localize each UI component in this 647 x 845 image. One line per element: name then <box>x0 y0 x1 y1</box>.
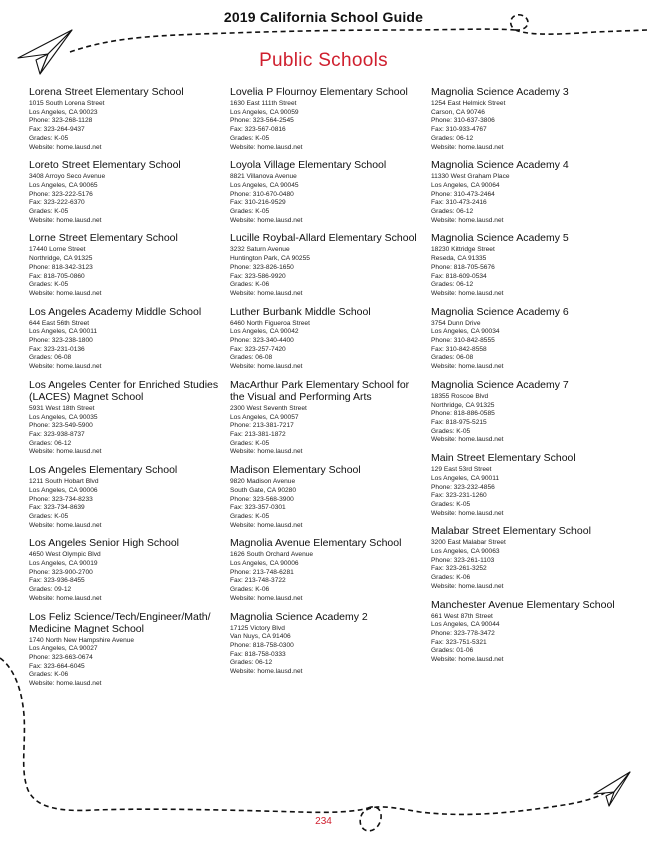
school-grades: Grades: 06-12 <box>431 208 474 216</box>
school-entry <box>29 537 225 603</box>
school-city: Los Angeles, CA 90011 <box>431 474 500 482</box>
school-entry <box>230 159 426 225</box>
school-city: Los Angeles, CA 90027 <box>29 645 98 653</box>
school-grades: Grades: 06-12 <box>431 281 474 289</box>
school-entry <box>431 159 627 225</box>
school-city: Los Angeles, CA 90044 <box>431 621 500 629</box>
school-city: Los Angeles, CA 90063 <box>431 548 500 556</box>
school-grades: Grades: 06-12 <box>29 439 72 447</box>
school-phone: Phone: 323-340-4400 <box>230 337 294 345</box>
school-address: 1015 South Lorena Street <box>29 100 105 107</box>
school-address: 18355 Roscoe Blvd <box>431 392 489 400</box>
page-number: 234 <box>315 816 332 827</box>
school-address: 18230 Kittridge Street <box>431 246 495 254</box>
school-phone: Phone: 323-734-8233 <box>29 495 93 503</box>
school-city: Northridge, CA 91325 <box>431 401 495 409</box>
school-name: Los Angeles Academy Middle School <box>29 305 202 318</box>
school-website[interactable]: Website: home.lausd.net <box>230 521 303 529</box>
school-fax: Fax: 310-216-9529 <box>230 199 286 207</box>
school-grades: Grades: K-05 <box>29 281 69 289</box>
school-entry <box>29 159 225 225</box>
school-name: Los Angeles Elementary School <box>29 464 178 477</box>
school-grades: Grades: K-05 <box>230 439 270 447</box>
column-3 <box>431 86 627 672</box>
school-city: Carson, CA 90746 <box>431 108 485 116</box>
school-entry <box>431 452 627 518</box>
school-address: 1254 East Helmick Street <box>431 100 506 107</box>
school-city: Los Angeles, CA 90065 <box>29 181 98 189</box>
school-name: Magnolia Science Academy 3 <box>431 86 569 98</box>
school-grades: Grades: K-06 <box>431 574 471 582</box>
school-website[interactable]: Website: home.lausd.net <box>431 289 504 297</box>
school-fax: Fax: 323-257-7420 <box>230 345 286 353</box>
school-entry <box>29 464 225 530</box>
school-city: Los Angeles, CA 90006 <box>230 560 299 568</box>
school-phone: Phone: 818-886-0585 <box>431 410 495 418</box>
school-entry <box>230 464 426 530</box>
school-grades: Grades: K-05 <box>431 500 471 508</box>
school-website[interactable]: Website: home.lausd.net <box>29 594 102 602</box>
school-phone: Phone: 213-748-6281 <box>230 568 294 576</box>
school-fax: Fax: 818-609-0534 <box>431 272 487 280</box>
school-website[interactable]: Website: home.lausd.net <box>29 448 102 456</box>
school-entry <box>230 379 426 457</box>
school-website[interactable]: Website: home.lausd.net <box>230 216 303 224</box>
school-name: Lucille Roybal-Allard Elementary School <box>230 232 417 245</box>
school-fax: Fax: 310-473-2416 <box>431 199 487 207</box>
school-fax: Fax: 323-751-5321 <box>431 638 487 646</box>
school-phone: Phone: 323-663-0674 <box>29 653 93 661</box>
school-website[interactable]: Website: home.lausd.net <box>29 521 102 529</box>
school-website[interactable]: Website: home.lausd.net <box>29 143 102 151</box>
column-2 <box>230 86 426 684</box>
school-phone: Phone: 323-568-3900 <box>230 495 294 503</box>
school-name: Los Angeles Center for Enriched Studies (LACES) Magnet School <box>29 378 219 403</box>
school-website[interactable]: Website: home.lausd.net <box>431 582 504 590</box>
school-fax: Fax: 323-734-8639 <box>29 504 85 512</box>
school-name: Magnolia Avenue Elementary School <box>230 537 402 550</box>
school-name: Loreto Street Elementary School <box>29 159 181 172</box>
school-grades: Grades: K-06 <box>230 586 270 594</box>
school-fax: Fax: 213-748-3722 <box>230 577 286 585</box>
school-name: Madison Elementary School <box>230 464 361 477</box>
school-phone: Phone: 323-826-1650 <box>230 263 294 271</box>
school-fax: Fax: 323-264-9437 <box>29 126 85 134</box>
school-entry <box>230 232 426 298</box>
school-address: 9820 Madison Avenue <box>230 478 296 486</box>
school-city: Los Angeles, CA 90023 <box>29 108 98 116</box>
school-phone: Phone: 310-637-3806 <box>431 117 495 125</box>
school-entry <box>29 86 225 152</box>
school-phone: Phone: 818-758-0300 <box>230 641 294 649</box>
school-phone: Phone: 310-670-0480 <box>230 190 294 198</box>
school-fax: Fax: 818-975-5215 <box>431 418 487 426</box>
school-name: Manchester Avenue Elementary School <box>431 598 615 611</box>
school-phone: Phone: 323-900-2700 <box>29 568 93 576</box>
school-name: Lovelia P Flournoy Elementary School <box>230 86 408 98</box>
school-fax: Fax: 323-222-6370 <box>29 199 85 207</box>
school-address: 4650 West Olympic Blvd <box>29 551 101 559</box>
school-address: 11330 West Graham Place <box>431 173 510 181</box>
school-website[interactable]: Website: home.lausd.net <box>29 680 102 688</box>
school-phone: Phone: 323-549-5900 <box>29 422 93 430</box>
school-website[interactable]: Website: home.lausd.net <box>431 143 504 151</box>
school-entry <box>29 611 225 689</box>
school-fax: Fax: 323-231-0136 <box>29 345 85 353</box>
school-fax: Fax: 310-842-8558 <box>431 345 487 353</box>
school-address: 644 East 56th Street <box>29 319 90 327</box>
school-name: Magnolia Science Academy 2 <box>230 610 368 623</box>
school-address: 1630 East 111th Street <box>230 100 297 107</box>
school-phone: Phone: 818-705-5676 <box>431 263 495 271</box>
school-website[interactable]: Website: home.lausd.net <box>29 289 102 297</box>
school-address: 5931 West 18th Street <box>29 404 95 412</box>
school-entry <box>431 86 627 152</box>
school-phone: Phone: 323-232-4856 <box>431 483 495 491</box>
school-phone: Phone: 323-778-3472 <box>431 629 495 637</box>
school-city: Los Angeles, CA 90057 <box>230 413 299 421</box>
school-city: Los Angeles, CA 90059 <box>230 108 299 116</box>
school-entry <box>431 232 627 298</box>
school-website[interactable]: Website: home.lausd.net <box>431 436 504 444</box>
school-fax: Fax: 323-567-0816 <box>230 126 286 134</box>
school-city: Van Nuys, CA 91406 <box>230 633 291 641</box>
school-grades: Grades: K-06 <box>230 281 270 289</box>
school-fax: Fax: 323-586-9920 <box>230 272 286 280</box>
school-name: Malabar Street Elementary School <box>431 525 591 538</box>
school-phone: Phone: 323-261-1103 <box>431 556 495 564</box>
school-name: Magnolia Science Academy 6 <box>431 305 569 318</box>
school-name: Magnolia Science Academy 4 <box>431 159 569 172</box>
school-entry <box>431 306 627 372</box>
school-website[interactable]: Website: home.lausd.net <box>230 448 303 456</box>
school-fax: Fax: 213-381-1872 <box>230 430 286 438</box>
school-address: 3200 East Malabar Street <box>431 539 506 547</box>
school-fax: Fax: 818-705-0860 <box>29 272 85 280</box>
school-name: Los Feliz Science/Tech/Engineer/Math/ Medicine Magnet School <box>29 610 211 635</box>
school-phone: Phone: 310-842-8555 <box>431 337 495 345</box>
school-website[interactable]: Website: home.lausd.net <box>230 289 303 297</box>
school-name: Lorne Street Elementary School <box>29 232 178 245</box>
school-website[interactable]: Website: home.lausd.net <box>431 216 504 224</box>
column-1 <box>29 86 225 696</box>
school-entry <box>431 525 627 591</box>
school-name: Lorena Street Elementary School <box>29 86 184 98</box>
school-entry <box>29 379 225 457</box>
school-grades: Grades: 06-12 <box>431 134 474 142</box>
school-grades: Grades: K-06 <box>29 671 69 679</box>
school-fax: Fax: 323-357-0301 <box>230 504 286 512</box>
school-grades: Grades: 06-08 <box>431 354 474 362</box>
school-city: Los Angeles, CA 90011 <box>29 328 98 336</box>
school-city: South Gate, CA 90280 <box>230 486 296 494</box>
school-phone: Phone: 323-564-2545 <box>230 117 294 125</box>
school-address: 3232 Saturn Avenue <box>230 246 290 254</box>
school-entry <box>230 537 426 603</box>
school-entry <box>230 611 426 677</box>
school-grades: Grades: K-05 <box>29 208 69 216</box>
school-entry <box>431 379 627 445</box>
school-entry <box>29 306 225 372</box>
school-address: 129 East 53rd Street <box>431 466 492 474</box>
school-grades: Grades: K-05 <box>29 134 69 142</box>
school-name: MacArthur Park Elementary School for the Visual and Performing Arts <box>230 378 410 403</box>
school-address: 1211 South Hobart Blvd <box>29 478 99 486</box>
school-grades: Grades: 06-12 <box>230 659 273 667</box>
school-grades: Grades: K-05 <box>230 134 270 142</box>
school-grades: Grades: K-05 <box>230 512 270 520</box>
school-address: 3408 Arroyo Seco Avenue <box>29 173 106 181</box>
school-entry <box>29 232 225 298</box>
school-fax: Fax: 323-936-8455 <box>29 577 85 585</box>
school-fax: Fax: 818-758-0333 <box>230 650 286 658</box>
school-phone: Phone: 323-268-1128 <box>29 117 93 125</box>
school-city: Los Angeles, CA 90042 <box>230 328 299 336</box>
school-name: Magnolia Science Academy 7 <box>431 378 569 391</box>
guide-title: 2019 California School Guide <box>223 9 424 25</box>
school-phone: Phone: 323-238-1800 <box>29 337 93 345</box>
school-website[interactable]: Website: home.lausd.net <box>431 363 504 371</box>
school-grades: Grades: K-05 <box>230 208 270 216</box>
school-name: Luther Burbank Middle School <box>230 305 371 318</box>
school-city: Los Angeles, CA 90019 <box>29 560 98 568</box>
school-entry <box>431 599 627 665</box>
school-fax: Fax: 310-933-4767 <box>431 126 487 134</box>
school-address: 8821 Villanova Avenue <box>230 173 297 181</box>
school-name: Los Angeles Senior High School <box>29 537 180 550</box>
school-website[interactable]: Website: home.lausd.net <box>230 363 303 371</box>
school-website[interactable]: Website: home.lausd.net <box>431 656 504 664</box>
school-address: 2300 West Seventh Street <box>230 404 307 412</box>
school-entry <box>230 306 426 372</box>
school-address: 17125 Victory Blvd <box>230 624 285 632</box>
school-website[interactable]: Website: home.lausd.net <box>29 363 102 371</box>
school-fax: Fax: 323-938-8737 <box>29 430 85 438</box>
school-grades: Grades: 01-06 <box>431 647 474 655</box>
section-title: Public Schools <box>259 50 388 71</box>
top-dashed-path <box>70 29 515 52</box>
school-address: 661 West 87th Street <box>431 612 493 620</box>
school-city: Reseda, CA 91335 <box>431 255 487 263</box>
school-fax: Fax: 323-261-3252 <box>431 565 487 573</box>
school-phone: Phone: 310-473-2464 <box>431 190 495 198</box>
school-address: 6460 North Figueroa Street <box>230 319 310 327</box>
school-website[interactable]: Website: home.lausd.net <box>29 216 102 224</box>
school-city: Los Angeles, CA 90045 <box>230 181 299 189</box>
school-phone: Phone: 818-342-3123 <box>29 263 93 271</box>
school-website[interactable]: Website: home.lausd.net <box>230 143 303 151</box>
school-grades: Grades: K-05 <box>29 512 69 520</box>
school-address: 17440 Lorne Street <box>29 246 86 254</box>
school-name: Loyola Village Elementary School <box>230 159 387 172</box>
school-name: Magnolia Science Academy 5 <box>431 232 569 245</box>
school-phone: Phone: 213-381-7217 <box>230 422 294 430</box>
school-city: Los Angeles, CA 90064 <box>431 181 500 189</box>
school-fax: Fax: 323-231-1260 <box>431 492 487 500</box>
school-phone: Phone: 323-222-5176 <box>29 190 93 198</box>
school-fax: Fax: 323-664-6045 <box>29 662 85 670</box>
school-grades: Grades: K-05 <box>431 427 471 435</box>
school-city: Los Angeles, CA 90006 <box>29 486 98 494</box>
school-city: Los Angeles, CA 90035 <box>29 413 98 421</box>
school-city: Northridge, CA 91325 <box>29 255 93 263</box>
school-website[interactable]: Website: home.lausd.net <box>230 668 303 676</box>
school-entry <box>230 86 426 152</box>
school-name: Main Street Elementary School <box>431 452 576 465</box>
school-city: Huntington Park, CA 90255 <box>230 255 310 263</box>
school-website[interactable]: Website: home.lausd.net <box>230 594 303 602</box>
school-grades: Grades: 06-08 <box>230 354 273 362</box>
school-grades: Grades: 06-08 <box>29 354 72 362</box>
paper-plane-icon <box>594 772 630 806</box>
school-grades: Grades: 09-12 <box>29 586 72 594</box>
school-address: 1626 South Orchard Avenue <box>230 551 314 559</box>
school-address: 1740 North New Hampshire Avenue <box>29 636 135 644</box>
school-address: 3754 Dunn Drive <box>431 319 481 327</box>
school-website[interactable]: Website: home.lausd.net <box>431 509 504 517</box>
school-city: Los Angeles, CA 90034 <box>431 328 500 336</box>
